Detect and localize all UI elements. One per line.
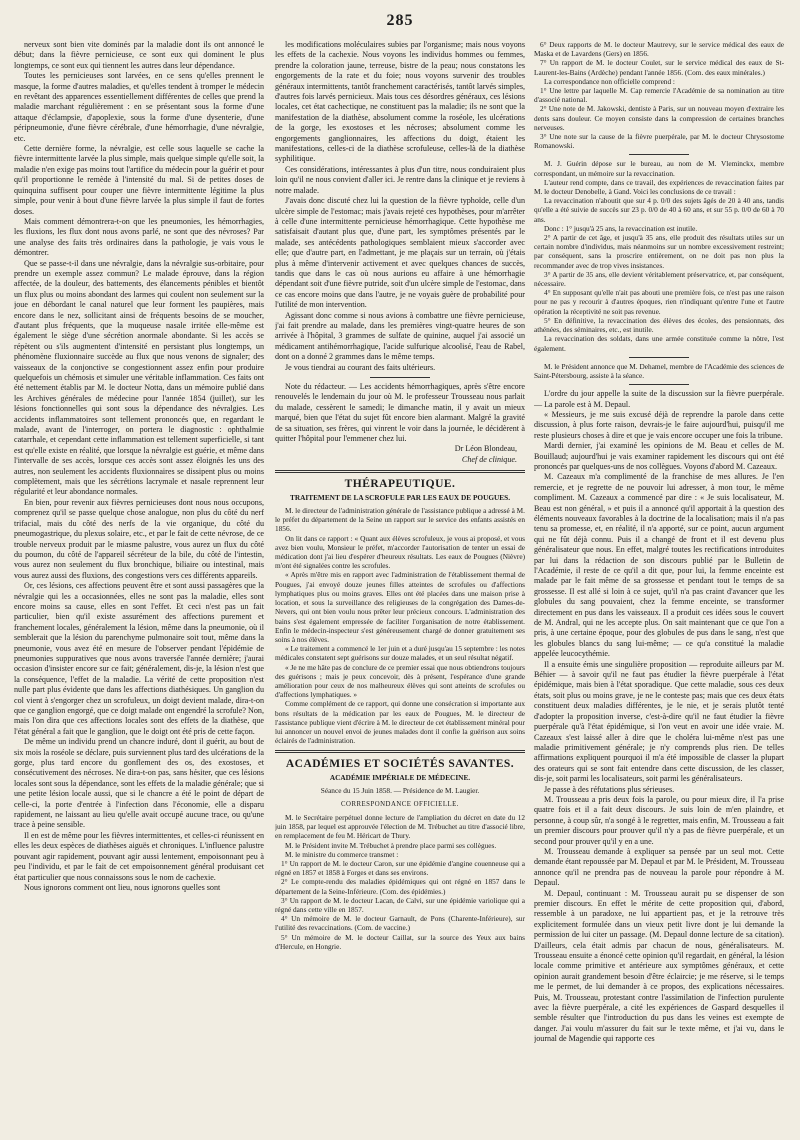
divider [370, 377, 430, 378]
paragraph: M. J. Guérin dépose sur le bureau, au nom de M. Vleminckx, membre correspondant, un mémoire sur la revaccination. [534, 159, 784, 178]
paragraph: 2° A partir de cet âge, et jusqu'à 35 ans, elle produit des résultats utiles sur un certain nombre d'individus, mais néanmoins sur un nombre excessivement restreint; par conséquent, sans la proscrire entièrement, on ne doit pas non plus la recommander avec de trop vives insistances. [534, 233, 784, 270]
list-item: 3° Une note sur la cause de la fièvre puerpérale, par M. le docteur Chrysostome Romanowski. [534, 132, 784, 151]
paragraph: Donc : 1° jusqu'à 25 ans, la revaccination est inutile. [544, 223, 698, 233]
article-title-scrofule: TRAITEMENT DE LA SCROFULE PAR LES EAUX DE POUGUES. [289, 492, 511, 502]
paragraph: Ces considérations, intéressantes à plus d'un titre, nous conduiraient plus loin qu'il ne nous convient d'aller ici. Je rentre dans la clinique et je reviens à notre malade. [275, 164, 525, 195]
paragraph: Mais comment démontrera-t-on que les pneumonies, les hémorrhagies, les fluxions, les flux dont nous avons parlé, ne sont que des névroses? Par une analyse des faits très ordinaires dans la pathologie, je vais vous le démontrer. [14, 216, 264, 258]
column-right [534, 40, 784, 1130]
list-item: 4° Un mémoire de M. le docteur Garnault, de Pons (Charente-Inférieure), sur l'utilité des revaccinations. (Com. de vaccine.) [275, 914, 525, 933]
column-middle [275, 40, 525, 1130]
paragraph: 3° A partir de 35 ans, elle devient véritablement préservatrice, et, par conséquent, nécessaire. [534, 269, 784, 289]
session-line: Séance du 15 Juin 1858. — Présidence de M. Laugier. [320, 786, 480, 796]
section-divider [275, 470, 525, 473]
paragraph: les modifications moléculaires subies par l'organisme; mais nous voyons les effets de la cachexie. Nous voyons les individus hommes ou femmes, prendre la coloration jaune, terreuse, bistre de la peau; nous constatons les engorgements de la rate et du foie; nous voyons survenir des troubles généraux intermittents, tantôt franchement caractérisés, tantôt larvés simples, d'autres fois larvés pernicieux. Mais tous ces désordres généraux, ces lésions locales, cet état cachectique, ne constituent pas la maladie; ils ne sont que la manifestation de la diathèse, absolument comme la roséole, les ulcérations de la gorge, les exostoses et les nécroses; absolument comme les engorgements ganglionnaires, les affections du doigt, étaient les manifestations, celles-ci de la diathèse scrofuleuse, celles-là de la diathèse syphilitique. [275, 40, 525, 164]
page-number: 285 [386, 12, 414, 29]
paragraph: M. le Secrétaire perpétuel donne lecture de l'ampliation du décret en date du 12 juin 1858, par lequel est approuvée l'élection de M. Trébuchet au titre d'associé libre, en remplacement de feu M. Héricart de Thury. [275, 812, 525, 841]
divider [629, 384, 689, 385]
paragraph: En bien, pour revenir aux fièvres pernicieuses dont nous nous occupons, comprenez qu'il se passe quelque chose analogue, non plus du côté du nerf trifacial, mais du côté des nerfs de la vie organique, du côté du pneumogastrique, du plexus solaire, etc., et par le fait de cette névrose, de ce trouble nerveux produit par le miasme palustre, vous aurez un flux du côté du poumon, du côté de l'appareil sécréteur de la bile, du côté de l'intestin, vous aurez non seulement du flux bronchique, biliaire ou intestinal, mais vous aurez aussi des fluxions, des congestions vers ces différents appareils. [14, 497, 264, 580]
paragraph: Nous ignorons comment ont lieu, nous ignorons quelles sont [24, 882, 221, 892]
paragraph: La revaccination des soldats, dans une armée constituée comme la nôtre, l'est également. [534, 334, 784, 353]
correspondence-heading: CORRESPONDANCE OFFICIELLE. [341, 800, 459, 808]
paragraph: Il en est de même pour les fièvres intermittentes, et celles-ci réunissent en elles les deux espèces de diathèses aiguës et chroniques. L'influence palustre pouvant agir rapidement, pouvant agir aussi lentement, empoisonnant peu à peu l'individu, et par le fait de cet empoisonnement général produisant cet état particulier que nous connaissons sous le nom de cachexie. [14, 830, 264, 882]
paragraph: Je passe à des réfutations plus sérieuses. [544, 784, 675, 794]
section-title-therapeutique: THÉRAPEUTIQUE. [344, 478, 456, 491]
paragraph: J'avais donc discuté chez lui la question de la fièvre typhoïde, celle d'un ulcère simple de l'estomac; mais j'avais rejeté ces hypothèses, pour m'arrêter à celle d'une intermittente pernicieuse hémorrhagique. Cette hypothèse me satisfaisait d'autant plus que, d'une part, les symptômes présentés par le malade, ses antécédents pathologiques semblaient mieux s'accorder avec elle; que d'autre part, en l'admettant, je me plaçais sur un terrain, où j'étais plus à même d'intervenir activement et avec quelques chances de succès, tandis que dans le cas où nous aurions eu affaire à une hémorrhagie dépendant soit d'une fièvre putride, soit d'un ulcère simple de l'estomac, dans ce cas encore moins que dans l'autre, je ne voyais guère de probabilité pour l'utilité de mon intervention. [275, 196, 525, 310]
academy-name: ACADÉMIE IMPÉRIALE DE MÉDECINE. [329, 772, 471, 782]
paragraph: Je vous tiendrai au courant des faits ultérieurs. [285, 362, 436, 372]
editor-note: Note du rédacteur. — Les accidents hémorrhagiques, après s'être encore renouvelés le lendemain du jour où M. le professeur Trousseau nous parlait du malade, cessèrent le samedi; le dimanche matin, il y avait un mieux marqué, bien que l'état du sujet fût encore bien alarmant. Malgré la gravité de sa situation, ses frères, qui vinrent le voir dans la journée, le décidèrent à quitter l'hôpital pour l'emmener chez lui. [275, 382, 525, 444]
paragraph: M. Trousseau demande à expliquer sa pensée par un seul mot. Cette demande étant repoussée par M. Depaul et par M. le Président, M. Trousseau annonce qu'il ne prendra pas de nouveau la parole pour répondre à M. Depaul. [534, 846, 784, 888]
signature-name: Dr Léon Blondeau, [454, 444, 517, 454]
paragraph: M. Depaul, continuant : M. Trousseau aurait pu se dispenser de son premier discours. En effet le mérite de cette proposition qui, d'abord, ressemble à un paradoxe, ne lui appartient pas, et je la retrouve très explicitement formulée dans un vieux petit livre dont je lui demande la permission de lui citer un passage. (M. Depaul donne lecture de sa citation). D'ailleurs, cela était admis par chacun de nous, généralisateurs. M. Trousseau ensuite a énoncé cette opinion qu'il regardait, en général, la lésion locale comme primitive et antérieure aux symptômes généraux, et cette opinion aurait grandement besoin d'être éclaircie; je me réserve, si le temps me le permet, de lui demander à ce propos, des explications nécessaires. Puis, M. Trousseau, protestant contre l'assimilation de l'infection purulente avec la fièvre puerpérale, a cité les expériences de Gaspard desquelles il semble résulter que l'introduction du pus dans les veines est exempte de danger. J'ai voulu m'assurer du fait sur le texte même, et j'ai vu, dans le journal de Magendie qui rapporte ces [534, 888, 784, 1044]
paragraph: Toutes les pernicieuses sont larvées, en ce sens qu'elles prennent le masque, la forme d'autres maladies, et qu'elles tendent à tromper le médecin en revêtant des apparences essentiellement différentes de celles que prend la maladie marchant régulièrement : en se présentant sous la forme d'une attaque d'éclampsie, d'apoplexie, sous la forme d'une dysenterie, d'une péripneumonie, d'une fièvre cérébrale, d'une hémorrhagie, d'une névralgie, etc. [14, 71, 264, 143]
paragraph: M. le Président invite M. Trébuchet à prendre place parmi ses collègues. [285, 840, 497, 850]
paragraph: La revaccination n'aboutit que sur 4 p. 0/0 des sujets âgés de 20 à 40 ans, tandis qu'elle a été suivie de succès sur 23 p. 0/0 de 40 à 60 ans, et sur 55 p. 0/0 de 60 à 70 ans. [534, 196, 784, 224]
paragraph: Il a ensuite émis une singulière proposition — reproduite ailleurs par M. Béhier — à savoir qu'il ne faut pas étudier la fièvre puerpérale à l'état épidémique, mais bien à l'état sporadique. Que cette maladie, sous ces deux états, soit plus ou moins grave, je ne le conteste pas; mais que ces deux états constituent deux maladies différentes, je le nie, et je serais plutôt tenté d'adopter la proposition inverse, c'est-à-dire qu'il ne faut étudier la fièvre puerpérale qu'à l'état épidémique, si l'on veut en avoir une idée vraie. M. Cazeaux s'est laissé aller à dire que le choléra lui-même n'est pas une maladie primitivement générale; je n'y comprends plus rien. De telles affirmations expliquent pourquoi il m'a été impossible de classer la plupart des orateurs qui se sont fait entendre dans cette discussion, de les classer, dis-je, soit parmi les localisateurs, soit parmi les généralisateurs. [534, 659, 784, 784]
paragraph: Or, ces lésions, ces affections peuvent être et sont aussi passagères que la névralgie qui les a occasionnées, elles ne sont pas la maladie, elles sont encore moins sa cause, elles en sont l'effet. Et ceci n'est pas un fait particulier, bien qu'il existe assurément des affections purement et franchement locales, généralement la lésion, même dans la pneumonie, où il semblerait que la lésion du parenchyme pulmonaire soit tout, même dans la pneumonie, vous avez été en mesure de l'observer pendant l'épidémie de pneumonies suppuratives que nous avons traversée l'année dernière; j'aurai occasion d'insister encore sur ce fait; généralement, dis-je, la lésion n'est que la conséquence, l'effet de la maladie. La vérité de cette proposition n'est nulle part plus évidente que dans les affections diathésiques. Un ganglion du col vient à s'engorger chez un scrofuleux, un doigt devient malade, dira-t-on que ce ganglion engorgé, que ce doigt malade ont engendré la scrofule? Non, mais l'on dira que ces affections locales sont des effets de la diathèse, que l'état général a fait que le ganglion, que le doigt ont été pris de cette façon. [14, 581, 264, 736]
paragraph: L'ordre du jour appelle la suite de la discussion sur la fièvre puerpérale. — La parole est à M. Depaul. [534, 389, 784, 409]
paragraph: Agissant donc comme si nous avions à combattre une fièvre pernicieuse, j'ai fait prendre au malade, dans les premières vingt-quatre heures de son arrivée à l'hôpital, 3 grammes de sulfate de quinine, auquel j'ai associé un médicament antihémorrhagique, l'acide sulfurique alcoolisé, l'eau de Rabel, dont on a donné 2 grammes dans le même temps. [275, 310, 525, 362]
paragraph: L'auteur rend compte, dans ce travail, des expériences de revaccination faites par M. le docteur Denobelle, à Gand. Voici les conclusions de ce travail : [534, 177, 784, 197]
list-item: 7° Un rapport de M. le docteur Coulet, sur le service médical des eaux de St-Laurent-les-Bains (Ardèche) pendant l'année 1856. (Com. des eaux minérales.) [534, 58, 784, 77]
paragraph: M. le directeur de l'administration générale de l'assistance publique a adressé à M. le préfet du département de la Seine un rapport sur le service des enfants assistés en 1856. [275, 506, 525, 534]
paragraph: Cette dernière forme, la névralgie, est celle sous laquelle se cache la fièvre intermittente larvée la plus simple, mais quelque simple qu'elle soit, la maladie n'en exige pas moins tout l'artifice du médecin pour la guérir et pour qu'il proportionne le remède à l'intensité du mal. Si de petites doses de quinquina suffisent pour couper une fièvre intermittente légitime la plus simple, pour venir à bout d'une fièvre larvée la plus simple il faut de fortes doses. [14, 144, 264, 216]
paragraph: « Le traitement a commencé le 1er juin et a duré jusqu'au 15 septembre : les notes médicales constatent sept guérisons sur douze malades, et un seul résultat négatif. [275, 644, 525, 663]
list-item: 2° Une note de M. Jakowski, dentiste à Paris, sur un nouveau moyen d'extraire les dents sans douleur. Ce moyen consiste dans la compression de certaines branches nerveuses. [534, 104, 784, 132]
paragraph: nerveux sont bien vite dominés par la maladie dont ils ont annoncé le début; dans la fièvre pernicieuse, ce sont eux qui dominent le plus longtemps, ce sont eux qui tiennent les autres dans leur dépendance. [14, 40, 264, 70]
list-item: 1° Un rapport de M. le docteur Caron, sur une épidémie d'angine couenneuse qui a régné en 1857 et 1858 à Forges et dans ses environs. [275, 858, 525, 878]
list-item: 2° Le compte-rendu des maladies épidémiques qui ont régné en 1857 dans le département de la Seine-Inférieure. (Com. des épidémies.) [275, 877, 525, 896]
paragraph: M. le ministre du commerce transmet : [285, 849, 399, 859]
paragraph: « Messieurs, je me suis excusé déjà de reprendre la parole dans cette discussion, à plus forte raison, devrais-je le faire aujourd'hui, puisqu'il me reste plusieurs choses à dire et que je vais encore occuper une fois la tribune. [534, 409, 784, 440]
divider [629, 357, 689, 358]
paragraph: M. Cazeaux m'a complimenté de la franchise de mes allures. Je l'en remercie, et je regrette de ne pouvoir lui adresser, à mon tour, le même compliment. M. Cazeaux a commencé par dire : « Je suis localisateur, M. Beau est non général, » et puis il a annoncé qu'il apportait à la question des éléments nouveaux favorables à la doctrine de la localisation; mais il n'a pas tenu sa promesse, et, en réalité, il n'a apporté, sur ce point, aucun argument qui ne fût déjà connu. Puis il a changé de front et il est devenu plus généralisateur que nous. En effet, malgré toutes les rectifications introduites par lui dans la rédaction de son discours publié par le Bulletin de l'Académie, il reste de ce qu'il a dit que, pour lui, la femme enceinte est malade par le fait même de sa grossesse et pendant tout le temps de sa grossesse. Il est allé si loin à ce sujet, qu'il n'a pas craint d'avancer que les globules du sang pouvaient, chez la femme enceinte, se transformer directement en pus dans les vaisseaux. Il a produit ces idées sous le couvert de M. Andral, qui ne les accepte plus. On sait maintenant que ce que l'on a pris, à une certaine époque, pour des globules de pus dans le sang, n'est que les globules blancs du sang lui-même; — ce qu'a constitué la maladie appelée leucocythémie. [534, 472, 784, 659]
paragraph: M. le Président annonce que M. Dehamel, membre de l'Académie des sciences de Saint-Pétersbourg, assiste à la séance. [534, 361, 784, 380]
paragraph: De même un individu prend un chancre induré, dont il guérit, au bout de six mois la roséole se déclare, puis surviennent plus tard des ulcérations de la gorge, plus tard encore du gonflement des os, des exostoses, et consécutivement des nécroses. Ne dira-t-on pas, sans hésiter, que ces lésions locales sont sous la dépendance, sont les effets de la maladie générale; que si une petite lésion locale aussi, que si le chancre a été le point de départ de celle-ci, la porte d'entrée à l'infection dans l'économie, elle a disparu rapidement, ne laissant au lieu qu'elle avait occupé aucune trace, ou qu'une trace à peine sensible. [14, 737, 264, 830]
signature-role: Chef de clinique. [461, 454, 517, 464]
list-item: 1° Une lettre par laquelle M. Cap remercie l'Académie de sa nomination au titre d'associé national. [534, 86, 784, 105]
list-item: 3° Un rapport de M. le docteur Lacan, de Calvi, sur une épidémie variolique qui a régné dans cette ville en 1857. [275, 895, 525, 914]
paragraph: « Je ne me hâte pas de conclure de ce premier essai que nous obtiendrons toujours des guérisons ; mais je peux concevoir, dès à présent, l'espérance d'une grande amélioration pour ceux de nos malheureux élèves qui sont atteints de scrofules ou d'affections lymphatiques. » [275, 662, 525, 700]
paragraph: M. Trousseau a pris deux fois la parole, ou pour mieux dire, il l'a prise quatre fois et il a fait deux discours. Je suis loin de m'en plaindre, et personne, à coup sûr, n'a songé à le regretter, mais enfin, M. Trousseau a fait un premier discours pour prouver qu'il n'y a pas de fièvre puerpérale, et un second pour prouver qu'il y en a une. [534, 794, 784, 846]
divider [629, 154, 689, 155]
paragraph: Que se passe-t-il dans une névralgie, dans la névralgie sus-orbitaire, pour prendre un exemple assez commun? Le malade éprouve, dans la région affectée, de la douleur, des battements, des élancements pénibles et bientôt un flux plus ou moins abondant des larmes qui coulent non seulement sur la joue en débordant le canal naturel que leur forment les paupières, mais encore dans le nez, sollicitant ainsi de fréquents besoins de se moucher, d'autant plus fréquents, que la muqueuse nasale irritée elle-même est également le siège d'une sécrétion anormale abondante. Si les accès se répètent ou s'ils augmentent d'intensité en persistant plus longtemps, un phénomène fluxionnaire succède au flux que nous venons de signaler; des vaisseaux de la conjonctive se congestionnent assez enfin pour produire quelquefois un chémosis et simuler une véritable inflammation. Ces faits ont été nettement établis par M. le docteur Notta, dans un mémoire publié dans les Archives générales de médecine pour l'année 1854 (juillet), sur les lésions fonctionnelles qui sont sous la dépendance des névralgies. Les accidents inflammatoires sont tellement prononcés que, en regardant le malade, avant de l'interroger, on portera le diagnostic : ophthalmie catarrhale, et cependant cette inflammation est tellement superficielle, si tant est qu'elle existe en réalité, que lorsque la névralgie est guérie, et même dans l'intervalle de ses accès, lorsque ces accès sont assez éloignés les uns des autres, non seulement les accidents fluxionnaires se dissipent plus ou moins complètement, mais que les sécrétions lacrymale et nasale reprennent leur régularité et leur abondance normales. [14, 258, 264, 497]
paragraph: On lit dans ce rapport : « Quant aux élèves scrofuleux, je vous ai proposé, et vous avez bien voulu, Monsieur le préfet, m'accorder l'autorisation de tenter un essai de médication dont j'ai lieu d'espérer d'heureux résultats. Les eaux de Pougues (Nièvre) m'ont été signalées contre les scrofules. [275, 533, 525, 571]
paragraph: Comme complément de ce rapport, qui donne une consécration si importante aux bons résultats de la médication par les eaux de Pougues, M. le directeur de l'assistance publique vient d'écrire à M. le directeur de cet établissement minéral pour lui annoncer un nouvel envoi de jeunes malades dont il confie la guérison aux soins éclairés de l'administration. [275, 699, 525, 746]
section-title-academies: ACADÉMIES ET SOCIÉTÉS SAVANTES. [285, 758, 515, 771]
list-item: 5° Un mémoire de M. le docteur Caillat, sur la source des Yeux aux bains d'Hercule, en Hongrie. [275, 932, 525, 951]
list-item: 6° Deux rapports de M. le docteur Mautrevy, sur le service médical des eaux de Maska et de Lavardens (Gers) en 1856. [534, 40, 784, 59]
paragraph: 5° En définitive, la revaccination des élèves des écoles, des pensionnats, des athénées, des séminaires, etc., est inutile. [534, 315, 784, 335]
column-left [14, 40, 264, 1130]
paragraph: La correspondance non officielle comprend : [544, 76, 675, 86]
paragraph: « Après m'être mis en rapport avec l'administration de l'établissement thermal de Pougues, j'ai envoyé douze jeunes filles atteintes de scrofules ou d'affections lymphatiques plus ou moins graves. Elles ont été placées dans une maison prise à location, et sous la surveillance des religieuses de la congrégation des Dames-de-Nevers, qui ont bien voulu nous prêter leur précieux concours. L'administration des bains s'est également empressée de faciliter l'organisation de notre établissement. Enfin le médecin-inspecteur s'est généreusement chargé de donner gratuitement ses soins à nos élèves. [275, 570, 525, 644]
paragraph: 4° En supposant qu'elle n'ait pas abouti une première fois, ce n'est pas une raison pour ne pas y recourir à d'autres époques, rien n'indiquant qu'entre l'une et l'autre opération la réceptivité ne soit pas revenue. [534, 288, 784, 316]
section-divider [275, 750, 525, 753]
paragraph: Mardi dernier, j'ai examiné les opinions de M. Beau et celles de M. Bouillaud; aujourd'hui je vais examiner rapidement les discours qui ont été prononcés par quelques-uns de nos collègues. Voyons d'abord M. Cazeaux. [534, 441, 784, 471]
